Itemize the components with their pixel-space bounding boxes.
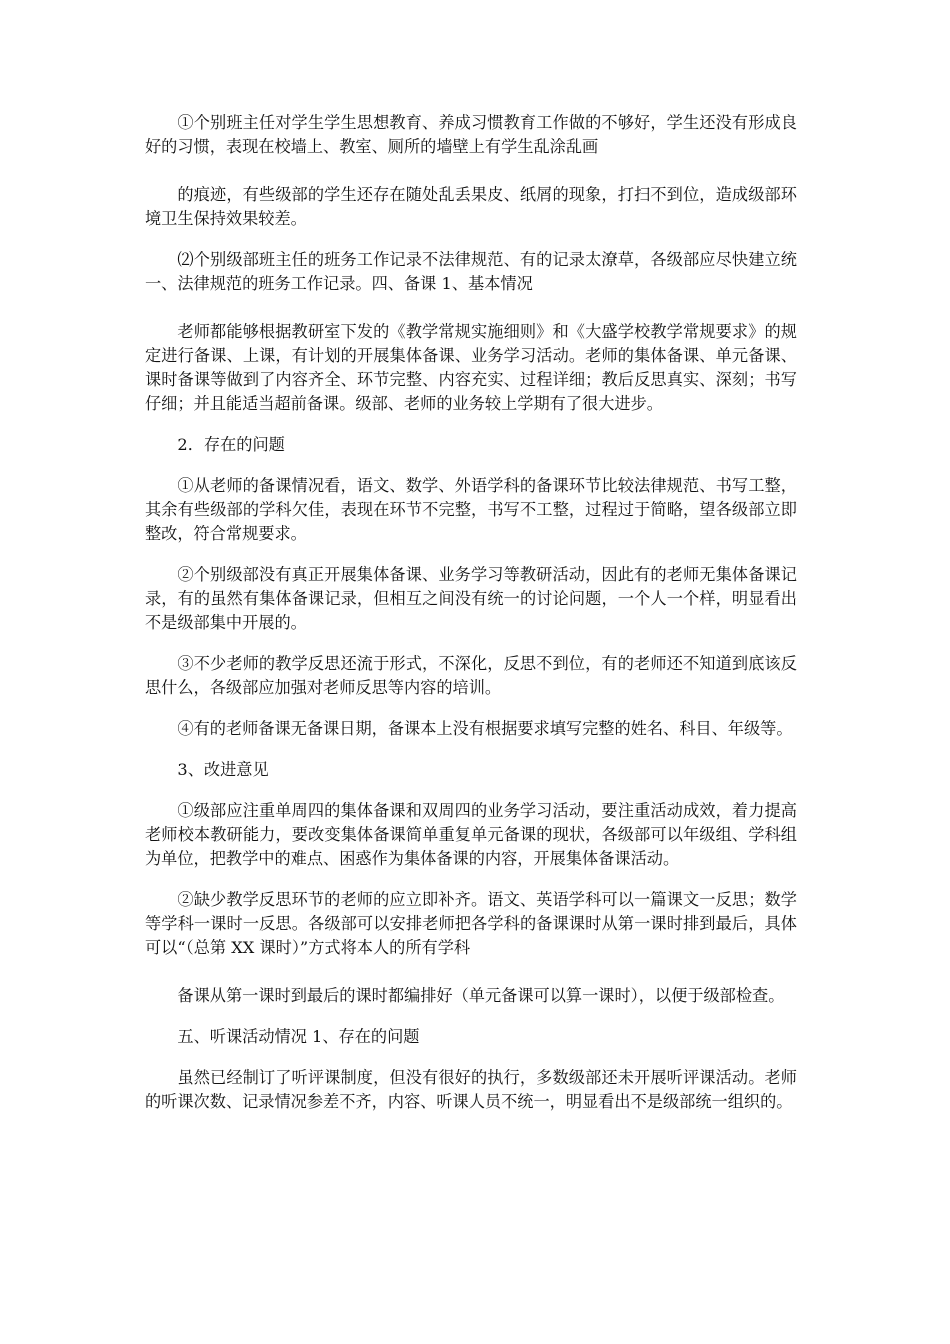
section-heading: 五、听课活动情况 1、存在的问题 [177,1027,420,1046]
document-page [145,111,797,1131]
paragraph: ③不少老师的教学反思还流于形式，不深化，反思不到位，有的老师还不知道到底该反思什么，各级部应加强对老师反思等内容的培训。 [145,654,797,697]
paragraph: ④有的老师备课无备课日期，备课本上没有根据要求填写完整的姓名、科目、年级等。 [177,719,793,738]
paragraph: 的痕迹，有些级部的学生还存在随处乱丢果皮、纸屑的现象，打扫不到位，造成级部环境卫生保持效果较差。 [145,185,797,228]
paragraph: ⑵个别级部班主任的班务工作记录不法律规范、有的记录太潦草，各级部应尽快建立统一、法律规范的班务工作记录。四、备课 1、基本情况 [145,250,797,293]
paragraph: 备课从第一课时到最后的课时都编排好（单元备课可以算一课时），以便于级部检查。 [177,986,785,1005]
section-heading: 2．存在的问题 [177,435,285,454]
section-heading: 3、改进意见 [177,760,269,779]
paragraph: ②缺少教学反思环节的老师的应立即补齐。语文、英语学科可以一篇课文一反思；数学等学科一课时一反思。各级部可以安排老师把各学科的备课课时从第一课时排到最后，具体可以“（总第 XX 课时）”方式将本人的所有学科 [145,890,797,957]
paragraph: 老师都能够根据教研室下发的《教学常规实施细则》和《大盛学校教学常规要求》的规定进行备课、上课，有计划的开展集体备课、业务学习活动。老师的集体备课、单元备课、课时备课等做到了内容齐全、环节完整、内容充实、过程详细；教后反思真实、深刻；书写仔细；并且能适当超前备课。级部、老师的业务较上学期有了很大进步。 [145,322,797,413]
paragraph: ①级部应注重单周四的集体备课和双周四的业务学习活动，要注重活动成效，着力提高老师校本教研能力，要改变集体备课简单重复单元备课的现状，各级部可以年级组、学科组为单位，把教学中的难点、困惑作为集体备课的内容，开展集体备课活动。 [145,801,797,868]
paragraph: 虽然已经制订了听评课制度，但没有很好的执行，多数级部还未开展听评课活动。老师的听课次数、记录情况参差不齐，内容、听课人员不统一，明显看出不是级部统一组织的。 [145,1068,797,1111]
paragraph: ②个别级部没有真正开展集体备课、业务学习等教研活动，因此有的老师无集体备课记录，有的虽然有集体备课记录，但相互之间没有统一的讨论问题，一个人一个样，明显看出不是级部集中开展的。 [145,565,797,632]
paragraph: ①从老师的备课情况看，语文、数学、外语学科的备课环节比较法律规范、书写工整，其余有些级部的学科欠佳，表现在环节不完整，书写不工整，过程过于简略，望各级部立即整改，符合常规要求。 [145,476,797,543]
paragraph: ①个别班主任对学生学生思想教育、养成习惯教育工作做的不够好，学生还没有形成良好的习惯，表现在校墙上、教室、厕所的墙壁上有学生乱涂乱画 [145,113,797,156]
